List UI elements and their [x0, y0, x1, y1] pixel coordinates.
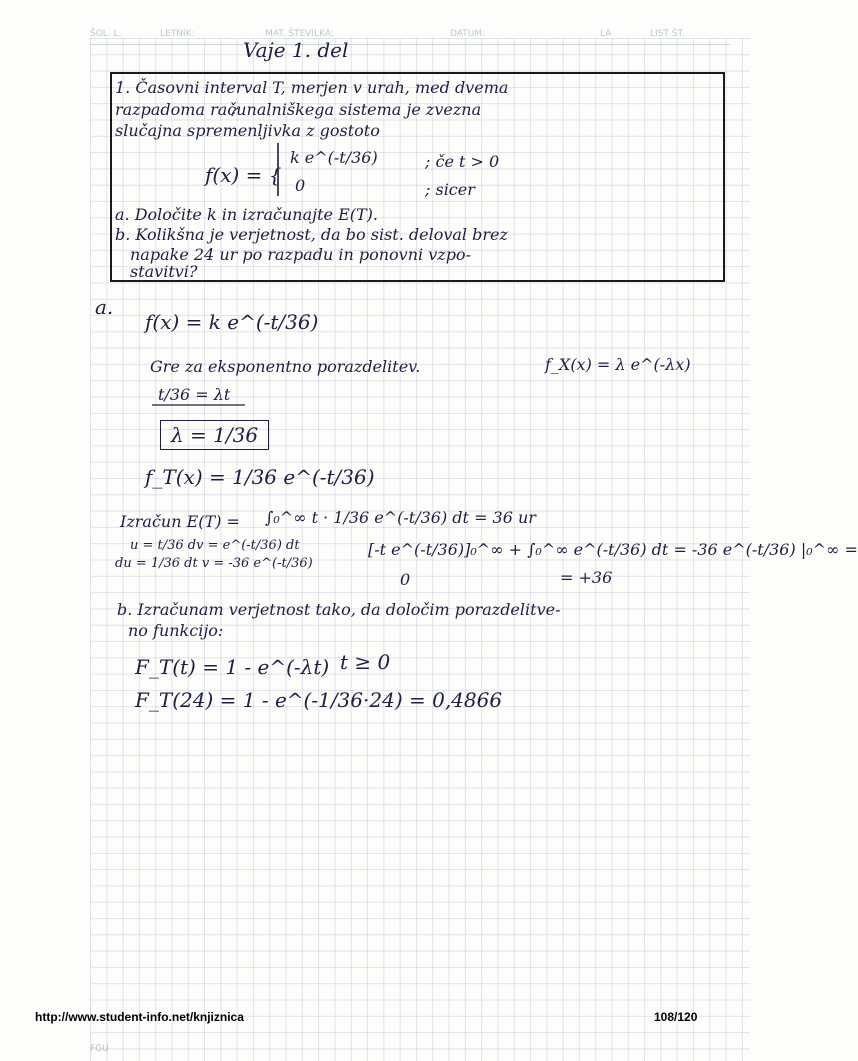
problem-part-b: napake 24 ur po razpadu in ponovni vzpo- [130, 245, 471, 264]
footer-code: FGU [90, 1044, 109, 1054]
problem-part-a: a. Določite k in izračunajte E(T). [115, 205, 378, 224]
expectation-label: Izračun E(T) = [120, 512, 240, 531]
header-field: LA [600, 29, 612, 39]
cdf-formula: F_T(t) = 1 - e^(-λt) [135, 655, 330, 679]
problem-part-b: b. Kolikšna je verjetnost, da bo sist. deloval brez [115, 225, 508, 244]
parts-zero: 0 [400, 570, 411, 589]
problem-line: slučajna spremenljivka z gostoto [115, 121, 380, 140]
lambda-box: λ = 1/36 [160, 420, 269, 450]
problem-part-b: stavitvi? [130, 262, 198, 281]
header-field: ŠOL. L. [90, 29, 122, 39]
parts-evaluation: [-t e^(-t/36)]₀^∞ + ∫₀^∞ e^(-t/36) dt = -36 e^(-t/36) |₀^∞ = [368, 540, 858, 559]
density-case-2: 0 [295, 176, 306, 195]
cdf-value: F_T(24) = 1 - e^(-1/36·24) = 0,4866 [135, 688, 503, 712]
footer-url[interactable]: http://www.student-info.net/knjiznica [35, 1010, 244, 1024]
footer-page-number: 108/120 [654, 1010, 698, 1024]
parts-result: = +36 [560, 568, 613, 587]
solution-line: f(x) = k e^(-t/36) [145, 310, 319, 334]
solution-text: Gre za eksponentno porazdelitev. [150, 357, 421, 376]
density-cond-1: ; če t > 0 [425, 152, 500, 171]
header-field: LETNIK: [160, 29, 195, 39]
header-field: DATUM: [450, 29, 486, 39]
header-field: MAT. ŠTEVILKA: [265, 29, 334, 39]
problem-line: razpadoma računalniškega sistema je zvezna [115, 100, 482, 119]
page-title: Vaje 1. del [243, 38, 349, 62]
solution-b-line: b. Izračunam verjetnost tako, da določim porazdelitve- [117, 600, 561, 619]
solution-density: f_T(x) = 1/36 e^(-t/36) [145, 465, 375, 489]
header-field: LIST ŠT. [650, 29, 685, 39]
expectation-integral: ∫₀^∞ t · 1/36 e^(-t/36) dt = 36 ur [265, 508, 536, 527]
density-lhs: f(x) = { [205, 163, 282, 187]
parts-substitution: u = t/36 dv = e^(-t/36) dt [130, 538, 300, 553]
problem-line: 1. Časovni interval T, merjen v urah, med dvema [115, 78, 509, 97]
cdf-condition: t ≥ 0 [340, 650, 391, 674]
density-case-1: k e^(-t/36) [290, 148, 378, 167]
parts-substitution: du = 1/36 dt v = -36 e^(-t/36) [115, 556, 313, 571]
density-cond-2: ; sicer [425, 180, 475, 199]
solution-equation: t/36 = λt [158, 385, 231, 404]
caron-stroke [232, 108, 238, 116]
solution-a-label: a. [95, 295, 114, 319]
solution-formula: f_X(x) = λ e^(-λx) [545, 355, 691, 374]
solution-b-line: no funkcijo: [128, 621, 224, 640]
